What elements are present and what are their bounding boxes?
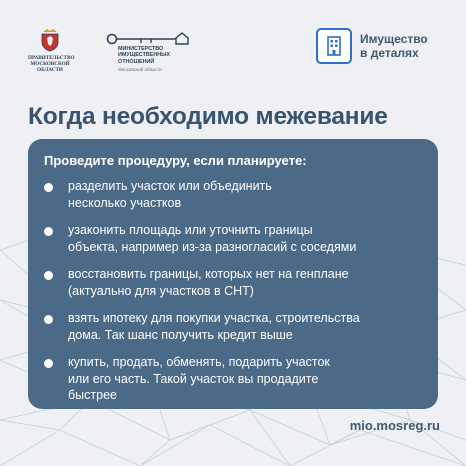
list-item-text: разделить участок или объединить несколько участков (68, 179, 272, 210)
ministry-logo-text: МИНИСТЕРСТВО ИМУЩЕСТВЕННЫХ ОТНОШЕНИЙ (118, 46, 171, 65)
list-item-text: купить, продать, обменять, подарить участок или его часть. Такой участок вы продадите быстрее (68, 355, 330, 402)
building-icon (316, 28, 352, 64)
bullet-icon (44, 183, 53, 192)
bullet-icon (44, 359, 53, 368)
list-item-text: восстановить границы, которых нет на генплане (актуально для участков в СНТ) (68, 267, 349, 298)
page-title: Когда необходимо межевание (28, 103, 388, 130)
bullet-icon (44, 271, 53, 280)
moscow-oblast-coat-of-arms-icon (39, 28, 61, 52)
card-heading: Проведите процедуру, если планируете: (44, 153, 307, 168)
list-item-text: взять ипотеку для покупки участка, строительства дома. Так шанс получить кредит выше (68, 311, 360, 342)
bullet-icon (44, 227, 53, 236)
ministry-logo-subtext: Московской области (118, 67, 162, 72)
list-item (44, 222, 422, 255)
list-item (44, 178, 422, 211)
list-item (44, 266, 422, 299)
list-item-text: узаконить площадь или уточнить границы объекта, например из-за разногласий с соседями (68, 223, 357, 254)
procedure-list (44, 178, 422, 404)
list-item (44, 354, 422, 404)
header (0, 0, 466, 90)
government-logo (28, 28, 75, 73)
info-card (28, 139, 438, 409)
government-logo-text: ПРАВИТЕЛЬСТВО МОСКОВСКОЙ ОБЛАСТИ (28, 55, 75, 73)
key-house-icon (106, 32, 196, 46)
brand-logo (316, 28, 446, 68)
list-item (44, 310, 422, 343)
bullet-icon (44, 315, 53, 324)
brand-text: Имущество в деталях (360, 32, 428, 60)
footer-website-link[interactable]: mio.mosreg.ru (349, 418, 440, 433)
